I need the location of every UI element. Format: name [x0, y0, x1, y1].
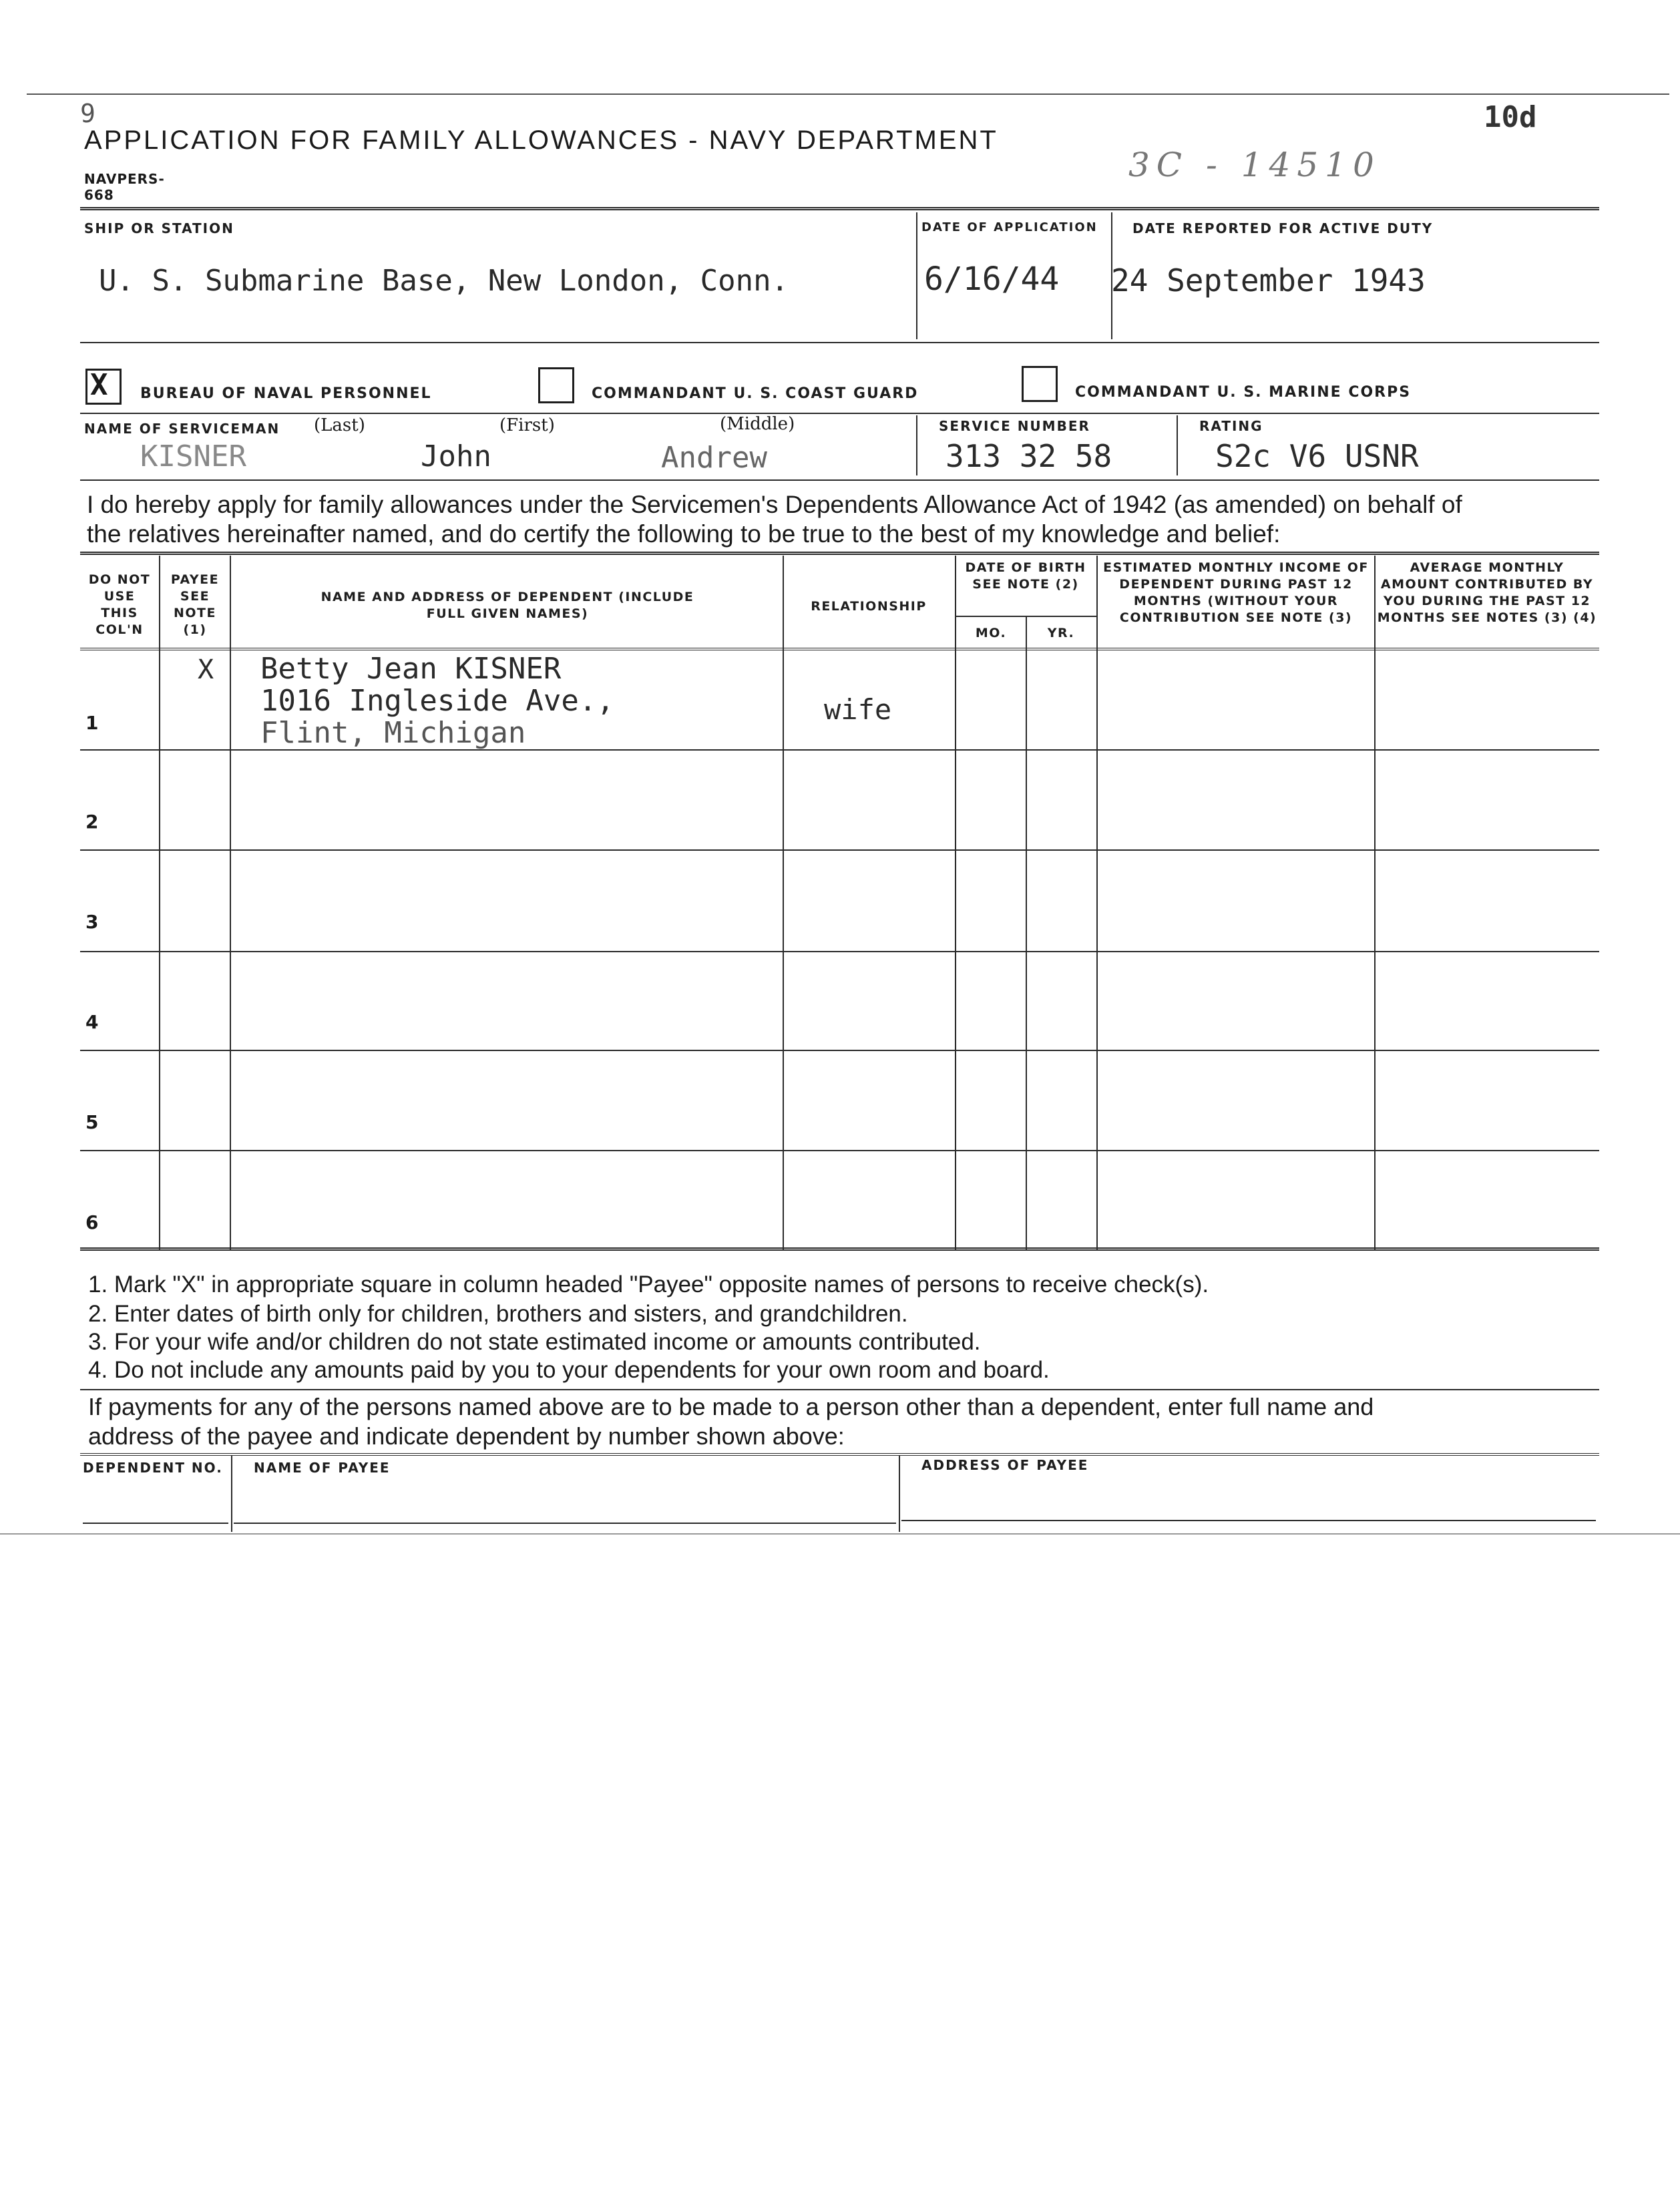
payee-dependent-no-field[interactable] [83, 1469, 228, 1524]
ship-label: SHIP OR STATION [84, 220, 234, 236]
row-number-2: 2 [85, 811, 99, 833]
serviceman-top-rule [80, 413, 1599, 414]
payee-address-field[interactable] [901, 1469, 1596, 1521]
note-1: 1. Mark "X" in appropriate square in column headed "Payee" opposite names of persons to receive check(s). [88, 1271, 1209, 1297]
address-of-payee-label: ADDRESS OF PAYEE [921, 1457, 1089, 1473]
station-divider-1 [916, 212, 917, 339]
form-bottom-edge [0, 1533, 1680, 1535]
table-header-bottom-rule [80, 648, 1599, 650]
service-number-label: SERVICE NUMBER [939, 418, 1090, 434]
payee-instructions-line-1: If payments for any of the persons named above are to be made to a person other than a dependent, enter full name and [88, 1393, 1374, 1420]
payee-col-line-1 [231, 1456, 232, 1532]
serviceman-name-label: NAME OF SERVICEMAN [84, 421, 280, 437]
col-line-7 [1374, 556, 1376, 1250]
payee-col-line-2 [899, 1456, 900, 1532]
rating-label: RATING [1199, 418, 1263, 434]
last-name-value: KISNER [140, 439, 246, 473]
first-name-label: (First) [499, 415, 555, 435]
declaration-line-1: I do hereby apply for family allowances under the Servicemen's Dependents Allowance Act of 1942 (as amended) on behalf of [87, 491, 1462, 518]
date-application-label: DATE OF APPLICATION [921, 220, 1098, 234]
payee-table-top-rule [80, 1453, 1599, 1456]
row-1-payee-mark: X [198, 654, 214, 685]
col-line-3 [783, 556, 784, 1250]
middle-name-value: Andrew [661, 441, 767, 475]
last-name-label: (Last) [314, 415, 365, 435]
rating-value: S2c V6 USNR [1215, 438, 1419, 474]
payee-name-field[interactable] [234, 1469, 896, 1524]
bureau-marine-checkbox[interactable] [1022, 366, 1058, 402]
bureau-marine-label: COMMANDANT U. S. MARINE CORPS [1075, 384, 1412, 401]
form-title: APPLICATION FOR FAMILY ALLOWANCES - NAVY DEPARTMENT [84, 126, 998, 155]
service-number-value: 313 32 58 [946, 438, 1112, 474]
date-active-duty-label: DATE REPORTED FOR ACTIVE DUTY [1132, 220, 1434, 236]
row-rule-5 [80, 1150, 1599, 1151]
station-bottom-rule [80, 342, 1599, 343]
row-rule-3 [80, 951, 1599, 952]
file-code: 10d [1484, 100, 1537, 134]
dependent-no-label: DEPENDENT NO. [83, 1460, 223, 1476]
col-payee: PAYEE SEE NOTE (1) [170, 572, 220, 637]
serviceman-divider-2 [1177, 415, 1178, 475]
note-4: 4. Do not include any amounts paid by you to your dependents for your own room and board. [88, 1357, 1050, 1383]
note-3: 3. For your wife and/or children do not state estimated income or amounts contributed. [88, 1329, 981, 1355]
col-dob-month: MO. [975, 626, 1007, 640]
form-number: NAVPERS- 668 [84, 171, 165, 203]
col-average-contributed: AVERAGE MONTHLY AMOUNT CONTRIBUTED BY YOU DURING THE PAST 12 MONTHS SEE NOTES (3) (4) [1377, 560, 1597, 625]
col-line-1 [159, 556, 160, 1250]
col-do-not-use: DO NOT USE THIS COL'N [88, 572, 151, 637]
bureau-naval-mark: X [90, 368, 108, 402]
col-relationship: RELATIONSHIP [811, 599, 927, 614]
middle-name-label: (Middle) [720, 414, 795, 434]
col-line-4 [955, 556, 956, 1250]
table-top-rule [80, 552, 1599, 555]
name-of-payee-label: NAME OF PAYEE [254, 1460, 391, 1476]
payee-instructions-line-2: address of the payee and indicate dependent by number shown above: [88, 1422, 845, 1450]
row-number-6: 6 [85, 1211, 99, 1233]
col-dob-year: YR. [1047, 626, 1075, 640]
first-name-value: John [421, 439, 491, 473]
row-rule-2 [80, 849, 1599, 851]
col-date-of-birth: DATE OF BIRTH SEE NOTE (2) [965, 560, 1086, 592]
col-line-2 [230, 556, 231, 1250]
row-number-5: 5 [85, 1111, 99, 1133]
row-1-name: Betty Jean KISNER [260, 652, 562, 686]
page-mark: 9 [80, 99, 95, 128]
row-1-relationship: wife [824, 693, 892, 726]
serviceman-divider-1 [916, 415, 917, 475]
serviceman-bottom-rule [80, 479, 1599, 481]
date-active-duty-value: 24 September 1943 [1111, 262, 1426, 298]
bureau-naval-checkbox[interactable] [85, 369, 122, 405]
row-number-4: 4 [85, 1011, 99, 1033]
row-1-address-city: Flint, Michigan [260, 716, 526, 750]
bureau-naval-label: BUREAU OF NAVAL PERSONNEL [140, 385, 432, 402]
note-2: 2. Enter dates of birth only for children, brothers and sisters, and grandchildren. [88, 1301, 908, 1327]
station-top-rule [80, 207, 1599, 210]
date-application-value: 6/16/44 [924, 260, 1060, 298]
bureau-coast-guard-label: COMMANDANT U. S. COAST GUARD [592, 385, 919, 402]
row-rule-4 [80, 1050, 1599, 1051]
table-bottom-rule [80, 1247, 1599, 1251]
row-number-1: 1 [85, 712, 99, 734]
row-number-3: 3 [85, 911, 99, 933]
declaration-line-2: the relatives hereinafter named, and do certify the following to be true to the best of my knowledge and belief: [87, 520, 1281, 548]
row-1-address-street: 1016 Ingleside Ave., [260, 684, 614, 718]
handwritten-number: 3C - 14510 [1128, 146, 1381, 184]
col-name-address: NAME AND ADDRESS OF DEPENDENT (INCLUDE FULL GIVEN NAMES) [321, 590, 694, 621]
col-line-6 [1096, 556, 1098, 1250]
col-estimated-income: ESTIMATED MONTHLY INCOME OF DEPENDENT DURING PAST 12 MONTHS (WITHOUT YOUR CONTRIBUTION SEE NOTE (3) [1103, 560, 1369, 625]
ship-value: U. S. Submarine Base, New London, Conn. [99, 264, 789, 298]
notes-bottom-rule [80, 1389, 1599, 1390]
bureau-coast-guard-checkbox[interactable] [538, 367, 574, 403]
col-line-5 [1026, 617, 1027, 1250]
